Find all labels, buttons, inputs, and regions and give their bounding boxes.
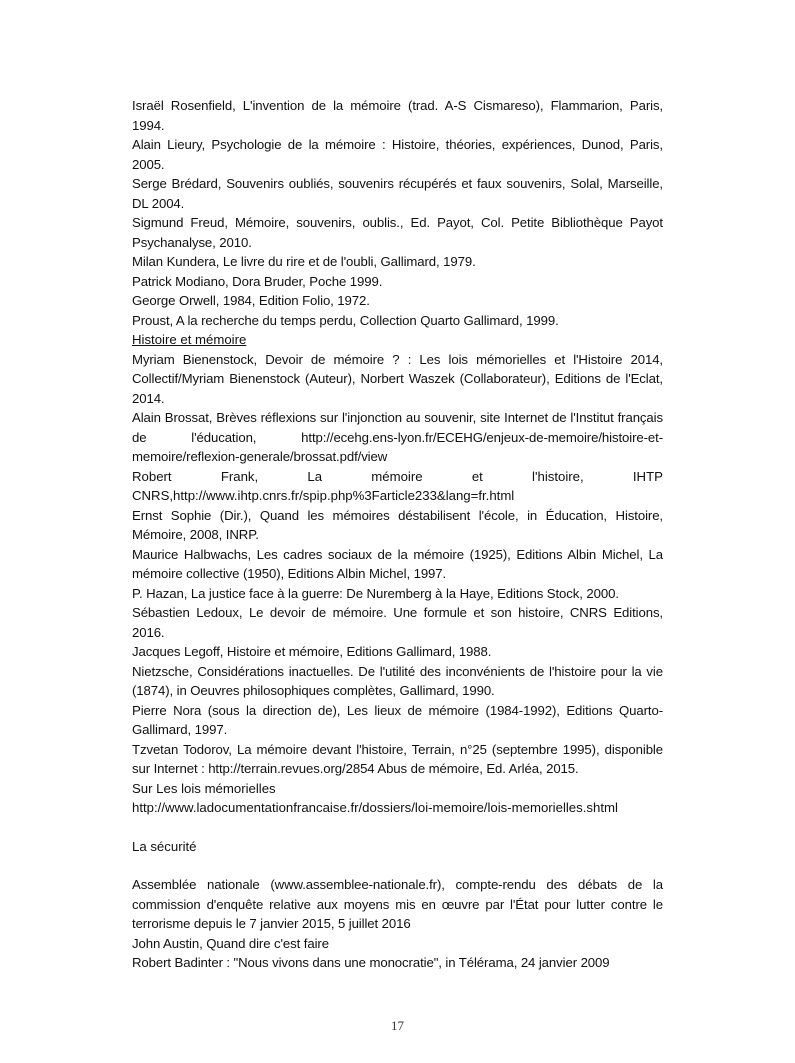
bibliography-entry-frank [132,467,663,487]
bibliography-entry: Patrick Modiano, Dora Bruder, Poche 1999. [132,273,383,289]
frank-entry-word: mémoire [371,468,423,484]
bibliography-entry: Tzvetan Todorov, La mémoire devant l'histoire, Terrain, n°25 (septembre 1995), disponible sur Internet : http://terrain.revues.org/2854 Abus de mémoire, Ed. Arléa, 2015. [132,741,663,776]
bibliography-entry: Myriam Bienenstock, Devoir de mémoire ? : Les lois mémorielles et l'Histoire 2014, Collectif/Myriam Bienenstock (Auteur), Norbert Waszek (Collaborateur), Editions de l'Eclat, 2014. [132,351,663,406]
bibliography-entry: Milan Kundera, Le livre du rire et de l'oubli, Gallimard, 1979. [132,254,476,269]
bibliography-group-histoire-continued [132,506,663,779]
lois-memorielles-label: Sur Les lois mémorielles [132,780,276,796]
page-number: 17 [391,1018,404,1033]
frank-entry-word: l'histoire, [532,468,584,484]
frank-entry-word: IHTP [632,468,663,484]
section-title-securite: La sécurité [132,838,197,854]
bibliography-group-histoire [132,350,663,467]
bibliography-entry: Maurice Halbwachs, Les cadres sociaux de la mémoire (1925), Editions Albin Michel, La mémoire collective (1950), Editions Albin Michel, 1997. [132,546,663,581]
frank-entry-word: La [307,468,323,484]
bibliography-entry: Sébastien Ledoux, Le devoir de mémoire. Une formule et son histoire, CNRS Editions, 2016. [132,605,663,640]
bibliography-entry: Alain Lieury, Psychologie de la mémoire : Histoire, théories, expériences, Dunod, Paris, 2005. [132,137,663,172]
bibliography-entry: John Austin, Quand dire c'est faire [132,935,329,951]
bibliography-entry: Pierre Nora (sous la direction de), Les lieux de mémoire (1984-1992), Editions Quarto-Gallimard, 1997. [132,702,663,737]
bibliography-entry: Proust, A la recherche du temps perdu, Collection Quarto Gallimard, 1999. [132,312,559,328]
bibliography-entry-frank-url: CNRS,http://www.ihtp.cnrs.fr/spip.php%3Farticle233&lang=fr.html [132,488,515,503]
bibliography-entry: P. Hazan, La justice face à la guerre: De Nuremberg à la Haye, Editions Stock, 2000. [132,585,619,601]
bibliography-entry: Robert Badinter : "Nous vivons dans une monocratie", in Télérama, 24 janvier 2009 [132,955,610,970]
frank-entry-word: Frank, [220,468,259,484]
lois-memorielles-url: http://www.ladocumentationfrancaise.fr/dossiers/loi-memoire/lois-memorielles.shtml [132,800,618,815]
bibliography-group-general [132,96,663,330]
heading-histoire-et-memoire: Histoire et mémoire [132,332,247,347]
bibliography-entry: George Orwell, 1984, Edition Folio, 1972. [132,293,370,308]
frank-entry-word: et [471,468,483,484]
section-spacer [132,856,663,875]
bibliography-group-securite [132,875,663,973]
bibliography-entry: Alain Brossat, Brèves réflexions sur l'injonction au souvenir, site Internet de l'Institut français de l'éducation, http://ecehg.ens-lyon.fr/ECEHG/enjeux-de-memoire/histoire-et-memoire/reflexion-generale/brossat.pdf/view [132,410,663,464]
bibliography-entry: Nietzsche, Considérations inactuelles. De l'utilité des inconvénients de l'histoire pour la vie (1874), in Oeuvres philosophiques complètes, Gallimard, 1990. [132,663,663,698]
frank-entry-word: Robert [132,468,172,484]
bibliography-entry: Assemblée nationale (www.assemblee-nationale.fr), compte-rendu des débats de la commission d'enquête relative aux moyens mis en œuvre par l'État pour lutter contre le terrorisme depuis le 7 janvier 2015, 5 juillet 2016 [132,877,663,931]
bibliography-entry: Ernst Sophie (Dir.), Quand les mémoires déstabilisent l'école, in Éducation, Histoire, Mémoire, 2008, INRP. [132,507,663,542]
bibliography-entry: Sigmund Freud, Mémoire, souvenirs, oublis., Ed. Payot, Col. Petite Bibliothèque Payot Psychanalyse, 2010. [132,215,663,250]
bibliography-entry: Jacques Legoff, Histoire et mémoire, Editions Gallimard, 1988. [132,644,492,659]
bibliography-entry: Serge Brédard, Souvenirs oubliés, souvenirs récupérés et faux souvenirs, Solal, Marseille, DL 2004. [132,176,663,211]
bibliography-entry: Israël Rosenfield, L'invention de la mémoire (trad. A-S Cismareso), Flammarion, Paris, 1994. [132,98,663,133]
bibliography [132,96,663,973]
